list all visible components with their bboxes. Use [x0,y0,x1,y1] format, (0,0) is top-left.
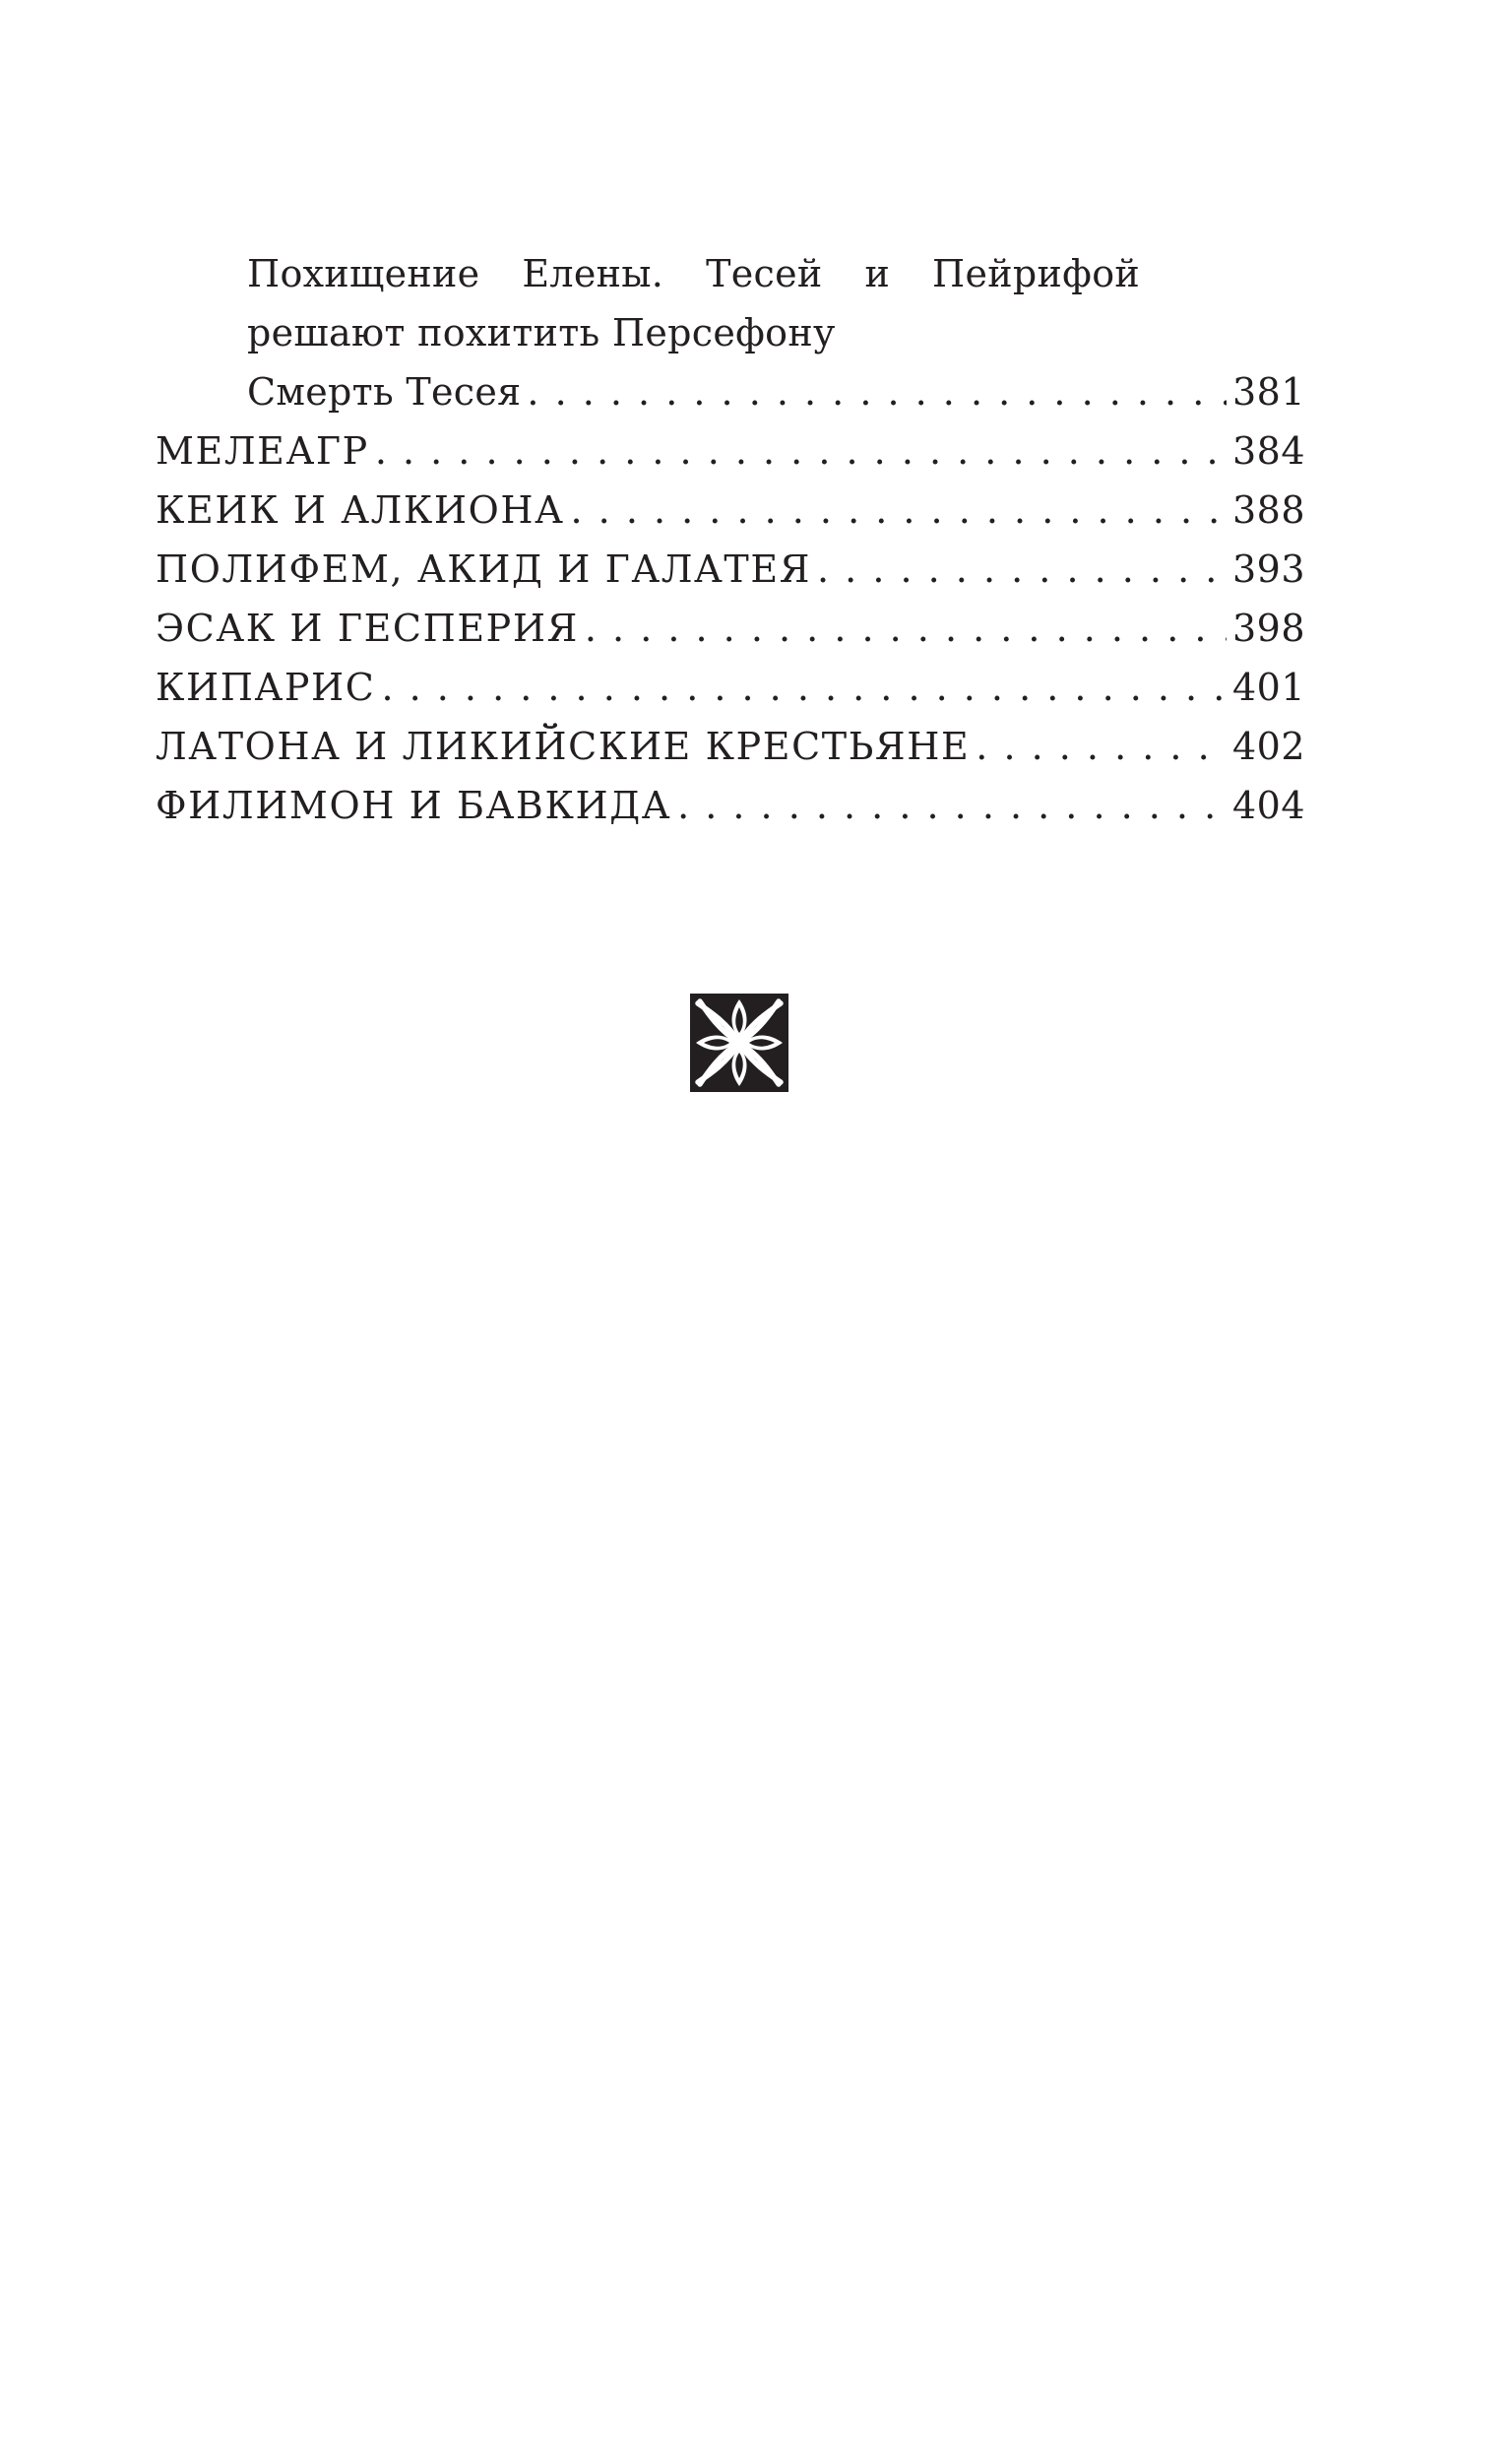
knot-ornament-icon [690,994,788,1092]
dot-leader [381,658,1227,717]
toc-entry-page: 388 [1231,488,1305,532]
dot-leader [585,599,1227,658]
toc-entry[interactable] [156,362,1305,421]
toc-entry-title: МЕЛЕАГР [156,429,369,473]
toc-entry[interactable] [156,717,1305,776]
toc-entry[interactable] [156,658,1305,717]
toc-entry-page: 381 [1231,370,1305,414]
toc-entry[interactable] [156,421,1305,481]
toc-entry-title: ПОЛИФЕМ, АКИД И ГАЛАТЕЯ [156,547,812,591]
dot-leader [976,717,1227,776]
dot-leader [571,481,1227,540]
toc-entry-title: Смерть Тесея [247,370,522,414]
toc-entry-page: 404 [1231,784,1305,827]
sub-entry-block [156,244,1305,362]
toc-entry-title: ЛАТОНА И ЛИКИЙСКИЕ КРЕСТЬЯНЕ [156,725,971,768]
dot-leader [375,421,1227,481]
dot-leader [527,362,1227,421]
toc-entry-page: 398 [1231,607,1305,650]
toc-entry-page: 393 [1231,547,1305,591]
dot-leader [677,776,1227,835]
toc-entry-page: 384 [1231,429,1305,473]
toc-entry[interactable] [156,776,1305,835]
toc-entry[interactable] [156,481,1305,540]
sub-entry-line: Похищение Елены. Тесей и Пейрифой [247,252,1140,295]
toc-entry[interactable] [156,599,1305,658]
toc-entry-page: 401 [1231,666,1305,709]
toc-entry[interactable] [156,540,1305,599]
toc-entry-title: КЕИК И АЛКИОНА [156,488,565,532]
sub-entry-line: решают похитить Персефону [247,311,836,354]
toc-entry-title: ЭСАК И ГЕСПЕРИЯ [156,607,579,650]
dot-leader [817,540,1227,599]
toc-entry-title: КИПАРИС [156,666,376,709]
toc-entry-page: 402 [1231,725,1305,768]
table-of-contents [156,244,1305,835]
toc-entry-title: ФИЛИМОН И БАВКИДА [156,784,672,827]
